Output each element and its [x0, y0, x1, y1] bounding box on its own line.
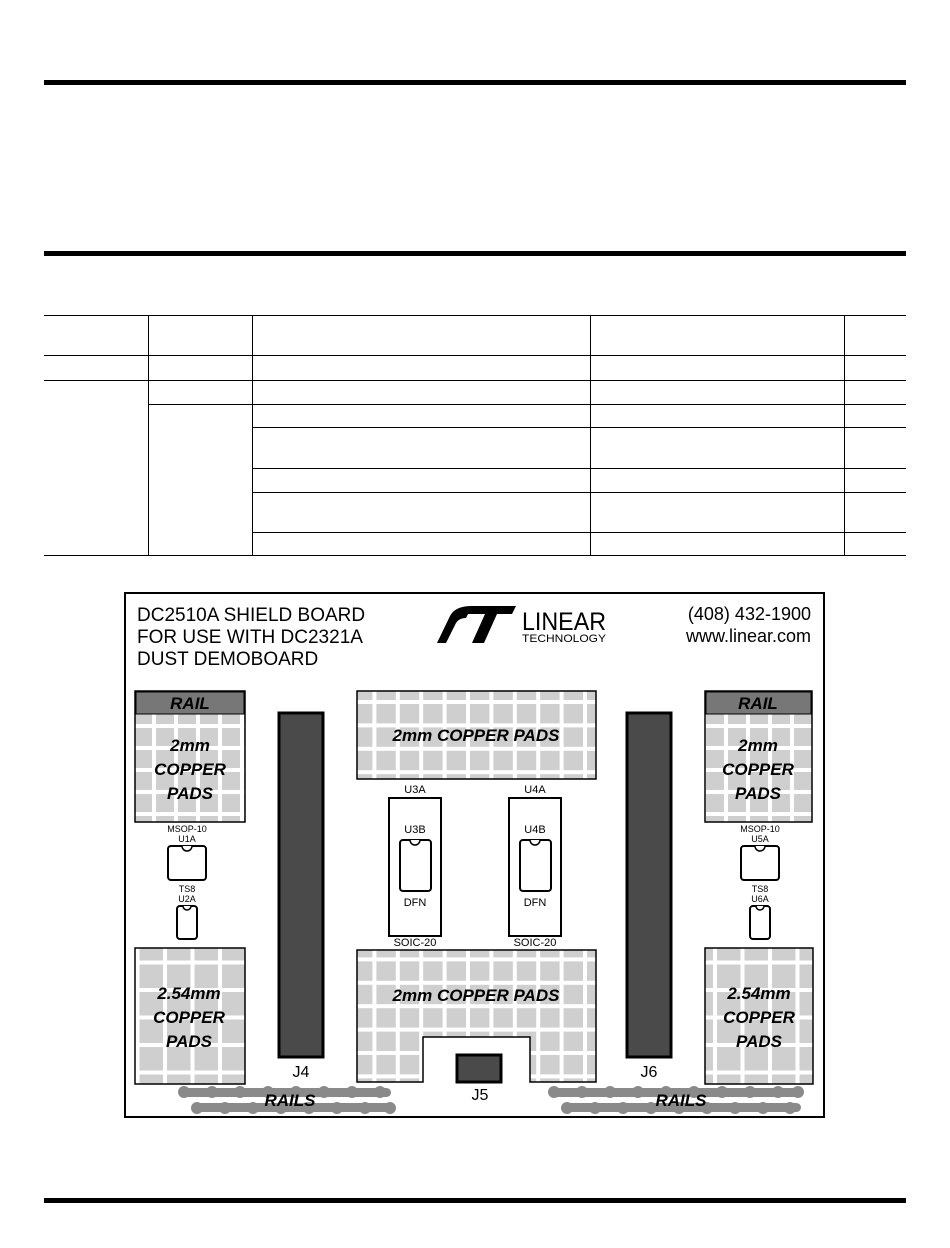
right-pads-2mm-line2: COPPER: [722, 760, 794, 779]
silkscreen-label: U4B: [524, 824, 546, 836]
silkscreen-label: J6: [640, 1064, 658, 1081]
left-pads-2mm-line2: COPPER: [154, 760, 226, 779]
silkscreen-label: SOIC-20: [513, 937, 557, 949]
right-pads-2mm-line1: 2mm: [738, 736, 778, 755]
silkscreen-label: U4A: [524, 784, 546, 796]
silkscreen-label: J4: [292, 1064, 310, 1081]
connector-j4: [279, 713, 323, 1081]
connector-j6: [627, 713, 671, 1081]
silkscreen-label: 2.54mm: [727, 984, 791, 1003]
silkscreen-label: PADS: [166, 1032, 212, 1051]
left-pads-254-block: [135, 948, 245, 1084]
silkscreen-label: SOIC-20: [393, 937, 437, 949]
silkscreen-label: TS8: [178, 884, 196, 894]
silkscreen-label: TS8: [751, 884, 769, 894]
silkscreen-label: U1A: [178, 834, 196, 844]
silkscreen-label: U6A: [751, 894, 769, 904]
footprint-u4: [509, 784, 561, 949]
logo-word-linear: LINEAR: [522, 608, 606, 636]
silkscreen-label: DFN: [403, 897, 427, 909]
silkscreen-label: COPPER: [723, 1008, 795, 1027]
right-pads-2mm-line3: PADS: [735, 784, 781, 803]
silkscreen-label: MSOP-10: [740, 824, 780, 834]
silkscreen-label: COPPER: [153, 1008, 225, 1027]
right-pads-254-block: [705, 948, 813, 1084]
silkscreen-label: U5A: [751, 834, 769, 844]
board-title-line-3: DUST DEMOBOARD: [137, 649, 319, 670]
silkscreen-label: J5: [471, 1087, 489, 1104]
phone-number: (408) 432-1900: [687, 604, 811, 624]
top-center-pads: [357, 691, 596, 779]
silkscreen-label: 2mm COPPER PADS: [392, 726, 560, 745]
left-pads-2mm-line3: PADS: [167, 784, 213, 803]
footprint-u3: [389, 784, 441, 949]
footprint-u6: [750, 884, 770, 939]
right-rails-label: RAILS: [655, 1091, 707, 1110]
silkscreen-label: U2A: [178, 894, 196, 904]
silkscreen-label: 2.54mm: [157, 984, 221, 1003]
board-title-line-2: FOR USE WITH DC2321A: [137, 627, 363, 648]
right-rail-label: RAIL: [738, 694, 778, 713]
left-pads-2mm-line1: 2mm: [170, 736, 210, 755]
silkscreen-label: U3B: [404, 824, 426, 836]
left-rail-label: RAIL: [170, 694, 210, 713]
silkscreen-label: U3A: [404, 784, 426, 796]
footprint-u1: [167, 824, 207, 880]
left-rails-label: RAILS: [264, 1091, 316, 1110]
footprint-u5: [740, 824, 780, 880]
silkscreen-label: 2mm COPPER PADS: [392, 986, 560, 1005]
board-title-line-1: DC2510A SHIELD BOARD: [137, 605, 366, 626]
footprint-u2: [177, 884, 197, 939]
right-rail-pad-block: [705, 691, 812, 822]
silkscreen-label: DFN: [523, 897, 547, 909]
website: www.linear.com: [685, 626, 811, 646]
left-rail-pad-block: [135, 691, 245, 822]
logo-word-technology: TECHNOLOGY: [522, 633, 607, 645]
silkscreen-label: PADS: [736, 1032, 782, 1051]
silkscreen-label: MSOP-10: [167, 824, 207, 834]
